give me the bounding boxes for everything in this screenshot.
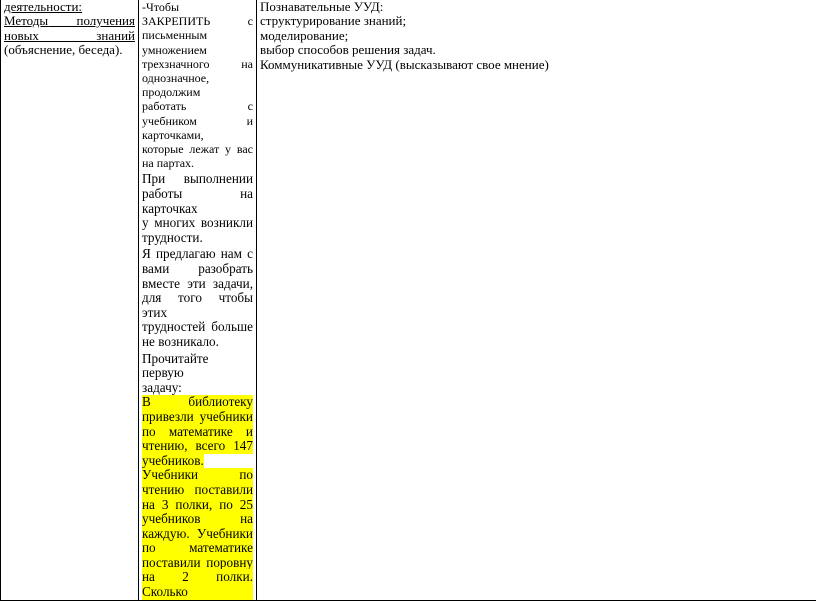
uud-line: моделирование; (260, 29, 813, 43)
text-line: для того чтобы этих (142, 291, 253, 320)
text-line: поставили поровну (142, 556, 253, 571)
text-line: В библиотеку (142, 395, 253, 410)
uud-line: выбор способов решения задач. (260, 43, 813, 57)
text-line: вами разобрать (142, 262, 253, 277)
text-line: умножением (142, 43, 253, 57)
text-line: на 2 полки. Сколько (142, 570, 253, 599)
paragraph-read-task (142, 352, 253, 396)
task-text-2 (142, 468, 253, 599)
text-line: Прочитайте первую (142, 352, 253, 381)
text-line: по математике и (142, 425, 253, 440)
text-line: Учебники по (142, 468, 253, 483)
text-line: чтению, всего 147 (142, 439, 253, 454)
text-line: работать с (142, 99, 253, 113)
text-line: При выполнении (142, 172, 253, 187)
text-line: по математике (142, 541, 253, 556)
text-line: однозначное, (142, 71, 253, 85)
text-line: задачу: (142, 381, 253, 396)
text-line: трудностей больше (142, 320, 253, 335)
teacher-activity-cell (139, 0, 257, 600)
uud-line: структурирование знаний; (260, 14, 813, 28)
text-line: вместе эти задачи, (142, 277, 253, 292)
table-row (1, 0, 816, 600)
activity-cell (1, 0, 139, 600)
paragraph-suggest (142, 247, 253, 349)
text-line: не возникало. (142, 335, 253, 350)
text-line: привезли учебники (142, 410, 253, 425)
methods-note: (объяснение, беседа). (4, 43, 135, 57)
text-line: на 3 полки, по 25 (142, 498, 253, 513)
text-line: каждую. Учебники (142, 527, 253, 542)
methods-line-2: новых знаний (4, 29, 135, 43)
uud-cell (257, 0, 816, 600)
text-line: у многих возникли (142, 216, 253, 231)
text-line: работы на карточках (142, 187, 253, 216)
text-line: которые лежат у вас (142, 142, 253, 156)
text-line: продолжим (142, 85, 253, 99)
task-text-1 (142, 395, 253, 468)
text-line: учебников на (142, 512, 253, 527)
text-line: чтению поставили (142, 483, 253, 498)
text-line: трехзначного на (142, 57, 253, 71)
text-line: трудности. (142, 231, 253, 246)
text-line: Я предлагаю нам с (142, 247, 253, 262)
activity-heading: деятельности: (4, 0, 135, 14)
text-line: -Чтобы (142, 0, 253, 14)
paragraph-consolidate (142, 0, 253, 170)
paragraph-difficulties (142, 172, 253, 245)
text-line: письменным (142, 28, 253, 42)
text-line: на партах. (142, 156, 253, 170)
text-line: учебником и (142, 114, 253, 128)
text-line: ЗАКРЕПИТЬ с (142, 14, 253, 28)
text-line: карточками, (142, 128, 253, 142)
methods-line-1: Методы получения (4, 14, 135, 28)
uud-line: Познавательные УУД: (260, 0, 813, 14)
text-line: учебников. (142, 454, 253, 469)
uud-line: Коммуникативные УУД (высказывают свое мнение) (260, 58, 813, 72)
